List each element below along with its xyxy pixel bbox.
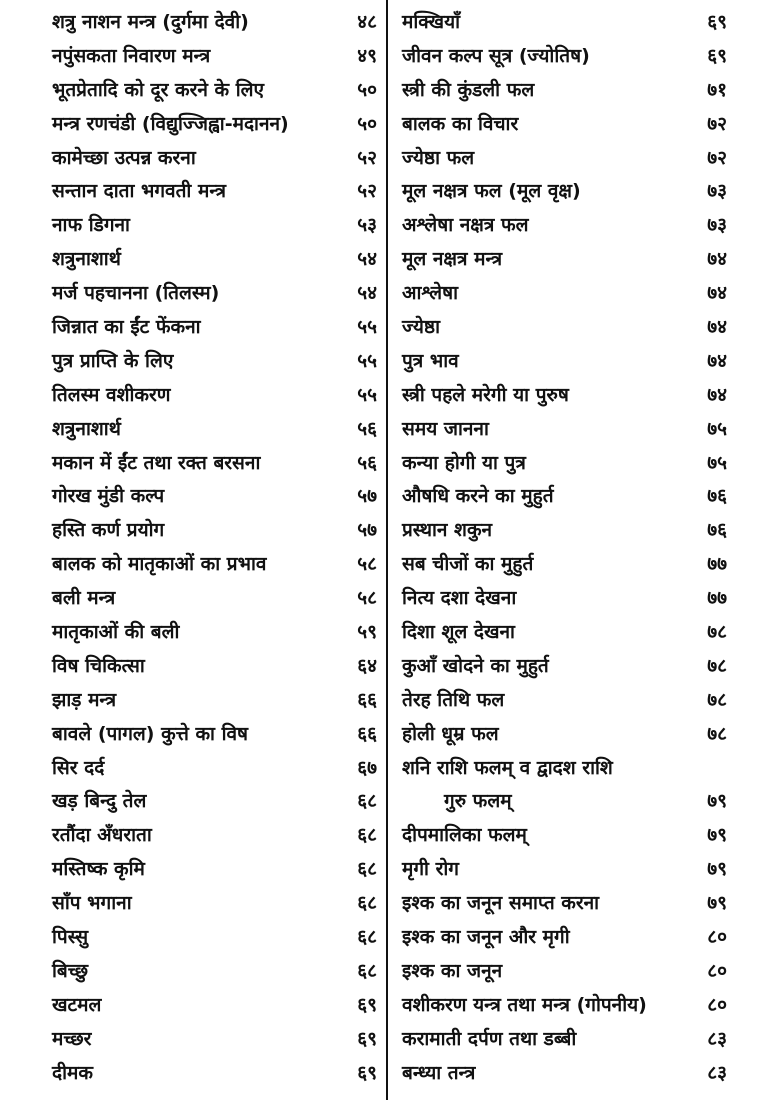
entry-title: सब चीजों का मुहुर्त	[402, 553, 534, 576]
contents-entry	[402, 277, 727, 311]
entry-page-number: ८०	[707, 993, 727, 1016]
entry-title: मृगी रोग	[402, 858, 459, 881]
entry-page-number: ८३	[707, 1027, 727, 1050]
contents-entry	[52, 1057, 377, 1091]
contents-entry	[52, 887, 377, 921]
entry-page-number: ५८	[357, 553, 377, 576]
entry-page-number: ६८	[357, 790, 377, 813]
entry-page-number: ७८	[707, 654, 727, 677]
entry-page-number: ६८	[357, 824, 377, 847]
entry-title: पुत्र भाव	[402, 349, 459, 372]
entry-page-number: ७३	[707, 180, 727, 203]
contents-entry	[402, 718, 727, 752]
contents-entry	[52, 853, 377, 887]
entry-page-number: ६८	[357, 926, 377, 949]
entry-title: अश्लेषा नक्षत्र फल	[402, 214, 529, 237]
contents-entry	[402, 311, 727, 345]
entry-title: मन्त्र रणचंडी (विद्युज्जिह्वा-मदानन)	[52, 112, 289, 135]
entry-title: नाफ डिगना	[52, 214, 130, 237]
contents-entry	[402, 650, 727, 684]
entry-title: कुआँ खोदने का मुहुर्त	[402, 654, 549, 677]
entry-title: मूल नक्षत्र फल (मूल वृक्ष)	[402, 180, 581, 203]
entry-page-number: ४८	[357, 11, 377, 33]
column-divider	[386, 0, 388, 1100]
contents-entry	[52, 447, 377, 481]
entry-page-number: ५९	[357, 621, 377, 644]
contents-entry	[52, 379, 377, 413]
entry-title: बालक का विचार	[402, 112, 519, 135]
entry-title: बालक को मातृकाओं का प्रभाव	[52, 553, 267, 576]
entry-page-number: ७४	[707, 248, 727, 271]
contents-entry	[52, 921, 377, 955]
contents-entry	[52, 819, 377, 853]
entry-title: कन्या होगी या पुत्र	[402, 451, 526, 474]
entry-title: प्रस्थान शकुन	[402, 519, 493, 542]
entry-title: शत्रुनाशार्थ	[52, 248, 121, 271]
contents-entry	[402, 989, 727, 1023]
contents-entry	[52, 684, 377, 718]
contents-entry	[52, 480, 377, 514]
entry-title: होली धूम्र फल	[402, 722, 499, 745]
entry-page-number: ७९	[707, 824, 727, 847]
entry-page-number: ७४	[707, 316, 727, 339]
entry-title: सन्तान दाता भगवती मन्त्र	[52, 180, 226, 203]
contents-entry	[402, 853, 727, 887]
contents-entry	[402, 785, 727, 819]
entry-title: स्त्री की कुंडली फल	[402, 78, 535, 101]
entry-page-number: ६६	[357, 722, 377, 745]
contents-entry	[402, 40, 727, 74]
entry-title: दीमक	[52, 1061, 93, 1084]
contents-entry	[402, 1023, 727, 1057]
contents-entry	[52, 989, 377, 1023]
contents-entry	[52, 345, 377, 379]
contents-entry	[402, 108, 727, 142]
entry-title: ज्येष्ठा फल	[402, 146, 475, 169]
contents-entry	[402, 447, 727, 481]
entry-page-number: ७८	[707, 688, 727, 711]
entry-title: नित्य दशा देखना	[402, 587, 517, 610]
entry-page-number: ७७	[707, 553, 727, 576]
entry-title: खटमल	[52, 993, 102, 1016]
contents-entry	[52, 955, 377, 989]
entry-title: साँप भगाना	[52, 892, 132, 915]
contents-entry	[402, 684, 727, 718]
contents-column-right	[402, 6, 727, 1091]
contents-entry	[402, 548, 727, 582]
entry-page-number: ६४	[357, 654, 377, 677]
entry-title: मस्तिष्क कृमि	[52, 858, 145, 881]
contents-entry	[52, 175, 377, 209]
entry-title: दिशा शूल देखना	[402, 621, 515, 644]
entry-title: मक्खियाँ	[402, 11, 461, 33]
entry-page-number: ५५	[357, 383, 377, 406]
entry-title: विष चिकित्सा	[52, 654, 145, 677]
contents-entry	[52, 209, 377, 243]
entry-title: बिच्छु	[52, 959, 89, 982]
entry-title: मातृकाओं की बली	[52, 621, 180, 644]
contents-entry	[402, 209, 727, 243]
contents-entry	[402, 921, 727, 955]
contents-entry	[402, 1057, 727, 1091]
contents-entry	[402, 345, 727, 379]
entry-title: इश्क का जनून समाप्त करना	[402, 892, 600, 915]
contents-entry	[52, 74, 377, 108]
entry-title: इश्क का जनून और मृगी	[402, 926, 570, 949]
entry-title: आश्लेषा	[402, 282, 459, 305]
entry-page-number: ५४	[357, 282, 377, 305]
entry-title: इश्क का जनून	[402, 959, 503, 982]
entry-title: वशीकरण यन्त्र तथा मन्त्र (गोपनीय)	[402, 993, 647, 1016]
entry-page-number: ६६	[357, 688, 377, 711]
contents-entry	[402, 413, 727, 447]
contents-entry	[402, 480, 727, 514]
entry-title: औषधि करने का मुहुर्त	[402, 485, 554, 508]
contents-entry	[402, 887, 727, 921]
entry-page-number: ४९	[357, 44, 377, 67]
contents-entry	[402, 955, 727, 989]
entry-title: बली मन्त्र	[52, 587, 116, 610]
entry-title: हस्ति कर्ण प्रयोग	[52, 519, 165, 542]
entry-title: ज्येष्ठा	[402, 316, 441, 339]
contents-entry	[52, 40, 377, 74]
contents-entry	[52, 1023, 377, 1057]
contents-entry	[402, 74, 727, 108]
entry-title: जीवन कल्प सूत्र (ज्योतिष)	[402, 44, 590, 67]
entry-page-number: ६७	[357, 756, 377, 779]
entry-page-number: ६८	[357, 858, 377, 881]
entry-title: करामाती दर्पण तथा डब्बी	[402, 1027, 577, 1050]
contents-entry	[402, 6, 727, 40]
entry-page-number: ७६	[707, 519, 727, 542]
contents-entry	[402, 379, 727, 413]
entry-page-number: ५०	[357, 112, 377, 135]
contents-entry	[52, 277, 377, 311]
entry-title: शत्रुनाशार्थ	[52, 417, 121, 440]
contents-entry	[52, 582, 377, 616]
entry-page-number: ५२	[357, 180, 377, 203]
entry-page-number: ७२	[707, 146, 727, 169]
entry-page-number: ७१	[707, 78, 727, 101]
entry-title: पुत्र प्राप्ति के लिए	[52, 349, 174, 372]
contents-column-left	[52, 6, 377, 1091]
contents-entry	[52, 718, 377, 752]
entry-page-number: ६८	[357, 892, 377, 915]
entry-page-number: ६९	[357, 993, 377, 1016]
entry-page-number: ७६	[707, 485, 727, 508]
entry-title: जिन्नात का ईंट फेंकना	[52, 316, 201, 339]
entry-title: झाड़ मन्त्र	[52, 688, 117, 711]
contents-entry	[52, 752, 377, 786]
entry-title: दीपमालिका फलम्	[402, 824, 527, 847]
entry-page-number: ५८	[357, 587, 377, 610]
entry-title: शत्रु नाशन मन्त्र (दुर्गमा देवी)	[52, 11, 249, 33]
entry-title: तेरह तिथि फल	[402, 688, 505, 711]
entry-page-number: ७२	[707, 112, 727, 135]
entry-title: शनि राशि फलम् व द्वादश राशि	[402, 756, 613, 779]
entry-title: कामेच्छा उत्पन्न करना	[52, 146, 196, 169]
entry-title: सिर दर्द	[52, 756, 105, 779]
entry-title: पिस्सु	[52, 926, 89, 949]
entry-title: स्त्री पहले मरेगी या पुरुष	[402, 383, 569, 406]
contents-entry	[52, 311, 377, 345]
entry-title: बावले (पागल) कुत्ते का विष	[52, 722, 249, 745]
entry-page-number: ८०	[707, 926, 727, 949]
contents-entry	[52, 616, 377, 650]
entry-page-number: ६९	[707, 11, 727, 33]
entry-page-number: ६९	[357, 1061, 377, 1084]
entry-page-number: ५६	[357, 417, 377, 440]
contents-entry	[52, 6, 377, 40]
entry-page-number: ५५	[357, 349, 377, 372]
entry-page-number: ७४	[707, 349, 727, 372]
entry-page-number: ७८	[707, 621, 727, 644]
entry-title: नपुंसकता निवारण मन्त्र	[52, 44, 211, 67]
entry-page-number: ७३	[707, 214, 727, 237]
entry-page-number: ७५	[707, 417, 727, 440]
contents-entry	[52, 413, 377, 447]
contents-entry	[52, 785, 377, 819]
entry-page-number: ७९	[707, 790, 727, 813]
entry-page-number: ५४	[357, 248, 377, 271]
entry-title: समय जानना	[402, 417, 489, 440]
contents-entry	[402, 752, 727, 786]
contents-entry	[52, 548, 377, 582]
entry-page-number: ७४	[707, 282, 727, 305]
entry-page-number: ७७	[707, 587, 727, 610]
entry-title: मच्छर	[52, 1027, 92, 1050]
entry-title: भूतप्रेतादि को दूर करने के लिए	[52, 78, 265, 101]
entry-page-number: ५७	[357, 519, 377, 542]
entry-title: रतौंदा अँधराता	[52, 824, 152, 847]
entry-page-number: ७९	[707, 858, 727, 881]
entry-page-number: ५५	[357, 316, 377, 339]
entry-page-number: ७९	[707, 892, 727, 915]
entry-title: तिलस्म वशीकरण	[52, 383, 171, 406]
entry-page-number: ७८	[707, 722, 727, 745]
entry-page-number: ८३	[707, 1061, 727, 1084]
contents-entry	[402, 175, 727, 209]
entry-title: मर्ज पहचानना (तिलस्म)	[52, 282, 220, 305]
entry-title: गुरु फलम्	[444, 790, 512, 813]
contents-entry	[52, 142, 377, 176]
entry-page-number: ७४	[707, 383, 727, 406]
entry-page-number: ५०	[357, 78, 377, 101]
entry-page-number: ५२	[357, 146, 377, 169]
entry-page-number: ६९	[707, 44, 727, 67]
entry-page-number: ५३	[357, 214, 377, 237]
contents-entry	[402, 616, 727, 650]
contents-entry	[52, 514, 377, 548]
contents-entry	[402, 582, 727, 616]
contents-entry	[52, 243, 377, 277]
contents-entry	[402, 819, 727, 853]
entry-page-number: ८०	[707, 959, 727, 982]
entry-page-number: ५६	[357, 451, 377, 474]
entry-title: खड़ बिन्दु तेल	[52, 790, 147, 813]
contents-entry	[52, 650, 377, 684]
contents-entry	[402, 142, 727, 176]
contents-entry	[402, 514, 727, 548]
contents-entry	[52, 108, 377, 142]
entry-title: गोरख मुंडी कल्प	[52, 485, 165, 508]
entry-title: बन्ध्या तन्त्र	[402, 1061, 476, 1084]
contents-entry	[402, 243, 727, 277]
entry-page-number: ६८	[357, 959, 377, 982]
entry-page-number: ७५	[707, 451, 727, 474]
entry-title: मकान में ईंट तथा रक्त बरसना	[52, 451, 261, 474]
entry-page-number: ५७	[357, 485, 377, 508]
entry-page-number: ६९	[357, 1027, 377, 1050]
entry-title: मूल नक्षत्र मन्त्र	[402, 248, 503, 271]
